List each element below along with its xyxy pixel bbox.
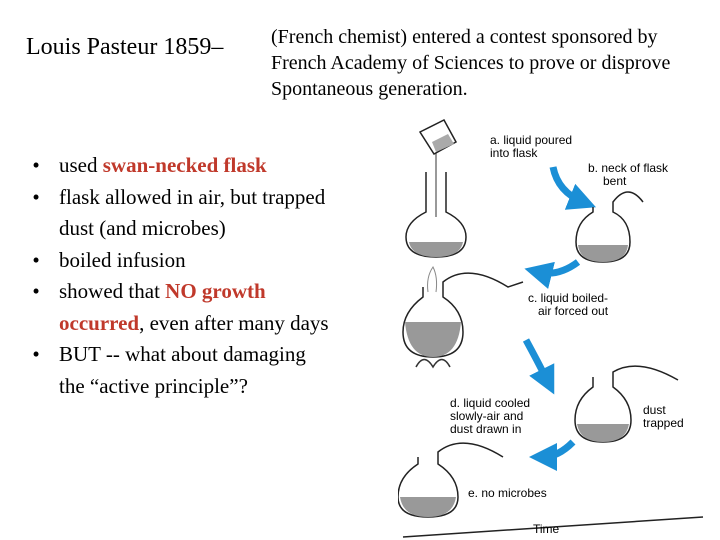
bullet-item <box>30 150 330 182</box>
bullet-text: BUT -- what about damaging the “active principle”? <box>59 342 306 398</box>
arrow-d-to-e-icon <box>543 442 573 457</box>
step-e-flask <box>398 443 503 517</box>
bullet-text: showed that <box>59 279 166 303</box>
slide-title: Louis Pasteur 1859– <box>26 34 224 60</box>
arrow-b-to-c-icon <box>538 262 578 273</box>
step-d-line1: d. liquid cooled <box>450 396 531 410</box>
step-e-label: e. no microbes <box>468 486 547 500</box>
step-a-line2: into flask <box>490 146 538 160</box>
bullet-dot-icon: • <box>32 342 40 366</box>
step-d-line2: slowly-air and <box>450 409 524 423</box>
bullet-item <box>30 276 330 339</box>
slide-intro-text: (French chemist) entered a contest sponsored by French Academy of Sciences to prove or disprove Spontaneous generation. <box>271 26 671 100</box>
dust-label-line2: trapped <box>643 416 684 430</box>
dust-label-line1: dust <box>643 403 666 417</box>
bullet-text: boiled infusion <box>59 247 186 272</box>
bullet-dot-icon: • <box>32 279 40 303</box>
step-b-flask <box>576 192 643 262</box>
bullet-text: flask allowed in air, but trapped dust (and microbes) <box>59 184 326 240</box>
bullet-dot-icon: • <box>32 153 40 177</box>
highlighted-text: swan-necked flask <box>102 153 267 177</box>
bullet-dot-icon: • <box>32 184 40 209</box>
bullet-item <box>30 339 330 402</box>
bullet-text: used <box>59 153 103 177</box>
bullet-list <box>30 150 330 402</box>
step-c-flask <box>403 267 523 367</box>
step-d-line3: dust drawn in <box>450 422 522 436</box>
bullet-item <box>30 182 330 245</box>
arrow-c-to-d-icon <box>526 340 548 382</box>
bullet-dot-icon: • <box>32 247 40 272</box>
step-b-line1: b. neck of flask <box>588 161 669 175</box>
time-axis-label: Time <box>533 522 560 536</box>
arrow-a-to-b-icon <box>553 167 583 202</box>
step-c-line2: air forced out <box>538 304 609 318</box>
bullet-item <box>30 245 330 277</box>
bullet-text: , even after many days <box>139 310 329 335</box>
highlighted-text: NO growth occurred <box>59 279 266 335</box>
step-a-line1: a. liquid poured <box>490 133 573 147</box>
step-c-line1: c. liquid boiled- <box>528 291 609 305</box>
pasteur-experiment-figure <box>398 112 708 540</box>
pouring-beaker-icon <box>420 120 456 154</box>
step-b-line2: bent <box>603 174 627 188</box>
